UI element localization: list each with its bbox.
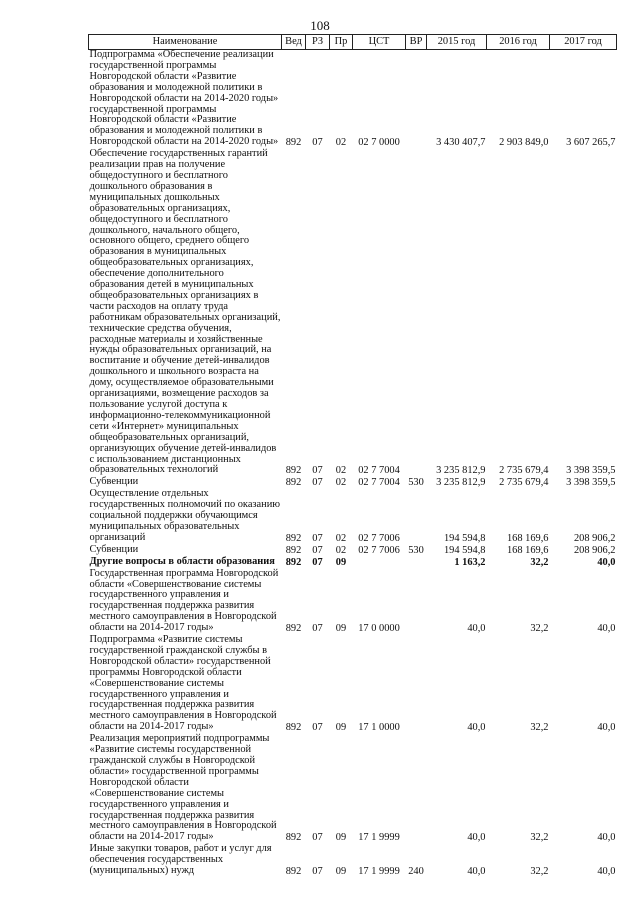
row-value-2016: 2 735 679,4 [499,465,549,477]
row-rz: 07 [312,722,323,734]
row-value-2017: 208 906,2 [573,544,616,556]
row-ved: 892 [285,623,302,635]
row-value-2017: 3 398 359,5 [566,477,616,489]
row-rz: 07 [312,532,323,544]
header-name: Наименование [89,35,282,50]
table-row [89,569,617,635]
row-ved: 892 [285,465,302,477]
row-value-2015: 40,0 [467,866,486,878]
row-value-2016: 168 169,6 [506,532,549,544]
table-header-row [89,35,617,50]
header-2015: 2015 год [427,35,487,50]
table-row [89,50,617,150]
row-ved: 892 [285,866,302,878]
header-2017: 2017 год [550,35,617,50]
row-rz: 07 [312,137,323,149]
header-rz: РЗ [306,35,330,50]
row-pr: 02 [335,544,347,556]
row-value-2015: 40,0 [467,722,486,734]
row-name: Подпрограмма «Развитие системы государственной гражданской службы в Новгородской области» государственной программы Новгородской области «Совершенствование системы государственного управления и государственная поддержка развития местного самоуправления в Новгородской области на 2014-2017 годы» [89,634,277,733]
row-name: Субвенции [89,476,139,488]
row-rz: 07 [312,832,323,844]
row-cst: 02 7 7006 [358,532,400,544]
row-value-2017: 3 607 265,7 [566,137,616,149]
row-value-2015: 3 235 812,9 [436,477,486,489]
row-pr: 02 [335,137,347,149]
row-value-2015: 40,0 [467,832,486,844]
row-name: Субвенции [89,543,139,555]
row-vr [406,149,427,477]
row-pr: 09 [335,832,347,844]
row-cst: 17 0 0000 [358,623,400,635]
row-ved: 892 [285,137,302,149]
row-value-2015: 1 163,2 [454,556,486,568]
row-ved: 892 [285,832,302,844]
row-name: Иные закупки товаров, работ и услуг для обеспечения государственных (муниципальных) нужд [89,843,272,877]
row-pr: 09 [335,866,347,878]
row-value-2017: 40,0 [597,623,616,635]
table-row [89,149,617,477]
row-rz: 07 [312,556,323,568]
row-cst: 02 7 7004 [358,465,400,477]
row-name: Государственная программа Новгородской области «Совершенствование системы государственного управления и государственная поддержка развития местного самоуправления в Новгородской области на 2014-2017 годы» [89,567,279,634]
table-row [89,545,617,557]
row-name: Другие вопросы в области образования [89,555,275,567]
row-value-2015: 3 430 407,7 [436,137,486,149]
row-cst: 02 7 7006 [358,544,400,556]
row-vr [406,557,427,569]
row-cst [353,557,406,569]
row-vr [406,734,427,844]
row-value-2016: 2 903 849,0 [499,137,549,149]
row-value-2016: 32,2 [530,556,549,568]
row-ved: 892 [285,532,302,544]
table-row [89,635,617,734]
row-value-2016: 32,2 [530,623,549,635]
row-vr [406,50,427,150]
row-ved: 892 [285,477,302,489]
header-pr: Пр [330,35,353,50]
row-value-2015: 194 594,8 [443,544,486,556]
row-cst: 17 1 0000 [358,722,400,734]
budget-table [88,34,617,878]
row-value-2016: 32,2 [530,722,549,734]
row-pr: 02 [335,477,347,489]
header-cst: ЦСТ [353,35,406,50]
page-number: 108 [310,18,330,33]
row-name: Подпрограмма «Обеспечение реализации государственной программы Новгородской области «Развитие образования и молодежной политики в Новгородской области на 2014-2020 годы» государственной программы Новгородской области «Развитие образования и молодежной политики в Новгородской области на 2014-2020 годы» [89,49,279,148]
table-row [89,489,617,545]
row-rz: 07 [312,866,323,878]
row-vr [406,489,427,545]
row-ved: 892 [285,544,302,556]
row-value-2016: 32,2 [530,832,549,844]
table-body [89,50,617,878]
row-rz: 07 [312,623,323,635]
row-pr: 09 [335,623,347,635]
row-vr: 530 [408,544,424,556]
row-value-2016: 32,2 [530,866,549,878]
row-pr: 09 [335,556,347,568]
header-vr: ВР [406,35,427,50]
row-cst: 02 7 0000 [358,137,400,149]
row-vr: 240 [408,866,424,878]
row-value-2017: 208 906,2 [573,532,616,544]
row-value-2017: 3 398 359,5 [566,465,616,477]
row-value-2015: 194 594,8 [443,532,486,544]
row-vr [406,635,427,734]
row-value-2015: 40,0 [467,623,486,635]
row-name: Реализация мероприятий подпрограммы «Развитие системы государственной гражданской службы в Новгородской области» государственной программы Новгородской области «Совершенствование системы государственного управления и государственная поддержка развития местного самоуправления в Новгородской области на 2014-2017 годы» [89,733,277,843]
row-value-2016: 168 169,6 [506,544,549,556]
row-ved: 892 [285,722,302,734]
row-value-2017: 40,0 [597,556,616,568]
table-row [89,844,617,878]
row-vr: 530 [408,477,424,489]
table-row [89,557,617,569]
row-pr: 09 [335,722,347,734]
row-value-2017: 40,0 [597,832,616,844]
row-cst: 02 7 7004 [358,477,400,489]
row-value-2016: 2 735 679,4 [499,477,549,489]
row-value-2017: 40,0 [597,722,616,734]
row-value-2015: 3 235 812,9 [436,465,486,477]
table-row [89,734,617,844]
row-name: Обеспечение государственных гарантий реализации прав на получение общедоступного и бесплатного дошкольного образования в муниципальных дошкольных образовательных организациях, общедоступного и бесплатного дошкольного, начального общего, основного общего, среднего общего образования в муниципальных общеобразовательных организациях, обеспечение дополнительного образования детей в муниципальных общеобразовательных организациях в части расходов на оплату труда работникам образовательных организаций, технические средства обучения, расходные материалы и хозяйственные нужды образовательных организаций, на воспитание и обучение детей-инвалидов дошкольного и школьного возраста на дому, осуществляемое образовательными организациями, возмещение расходов за пользование услугой доступа к информационно-телекоммуникационной сети «Интернет» муниципальных общеобразовательных организаций, организующих обучение детей-инвалидов с использованием дистанционных образовательных технологий [89,148,281,476]
row-rz: 07 [312,465,323,477]
row-value-2017: 40,0 [597,866,616,878]
row-pr: 02 [335,532,347,544]
row-cst: 17 1 9999 [358,832,400,844]
row-ved: 892 [285,556,302,568]
header-2016: 2016 год [487,35,550,50]
row-pr: 02 [335,465,347,477]
header-ved: Вед [282,35,306,50]
row-vr [406,569,427,635]
row-rz: 07 [312,544,323,556]
row-cst: 17 1 9999 [358,866,400,878]
row-name: Осуществление отдельных государственных полномочий по оказанию социальной поддержки обучающимся муниципальных образовательных организаций [89,488,281,543]
row-rz: 07 [312,477,323,489]
